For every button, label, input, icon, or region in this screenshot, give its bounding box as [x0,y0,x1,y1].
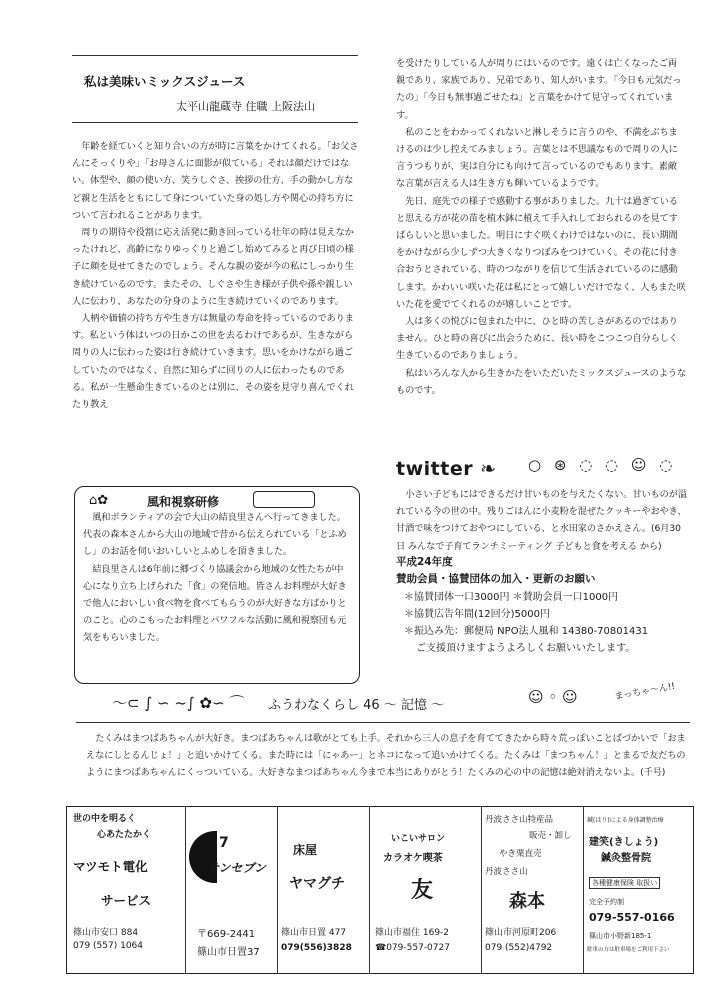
article-title: 私は美味いミックスジュース [84,74,246,89]
ad-matsumoto: 世の中を明るく 心あたたかく マツモト電化 サービス 篠山市安口 884 079 (557) 1064 [67,807,186,973]
article-left-column [72,138,359,413]
membership-line: ご支援頂けますようよろしくお願いいたします。 [416,643,636,654]
article-paragraph: 人は多くの悦びに包まれた中に、ひと時の苦しさがあるのではありません。ひと時の喜びに出会うために、長い時をこつこつ自分らしく生きているのでありましょう。 [396,316,678,362]
twitter-logo: twitter ❧ [396,458,497,480]
ad-yamaguchi: 床屋 ヤマグチ 篠山市日置 477 079(556)3828 [277,807,370,973]
article-paragraph: 先日、庭先での様子で感動する事がありました。九十は過ぎていると思える方が花の苗を植木鉢に植えて手入れしておられるのを見てすばらしいと思いました。明日にすぐ咲くわけではないのに、長い期間をかけながら少しずつ大きくなりつぼみをつけていく。その花に付き合おうとされている、時のつながりを信じて生活されているのに感動します。かわいい咲いた花は私にとって嬉しいだけでなく、人もまた咲いた花を愛でてくれるのが嬉しいことです。 [396,195,686,310]
ad-tomo: いこいサロン カラオケ喫茶 友 篠山市福住 169-2 ☎079-557-0727 [369,807,482,973]
study-paragraph: 風和ボランティアの会で大山の結良里さんへ行ってきました。代表の森本さんから大山の地域で昔から伝えられている「とふめし」のお話を伺いおいしいとふめしを頂きました。 [83,512,347,558]
bird-icon: ❧ [473,458,497,480]
membership-line: ＊振込み先：郵便局 NPO法人風和 14380-70801431 [404,626,649,637]
ads-strip [66,806,694,974]
membership-line: ＊協賛広告年間(12回分)5000円 [404,609,550,620]
membership-subheading: 賛助会員・協賛団体の加入・更新のお願い [396,573,596,585]
vine-doodle-icon: 〜⊂ ∫ ∽ ~∫ ✿∽ ⌒ [112,694,245,712]
study-paragraph: 結良里さんは6年前に郷づくり協議会から地域の女性たちが中心になり立ち上げられた「食」の発信地。皆さんお料理が大好きで他人においしい食べ物を食べてもらうのが大好きな方ばかりとのこと。心のこもったお料理とパワフルな活動に風和視察団も元気をもらいました。 [83,563,347,644]
article-author: 太平山龍蔵寺 住職 上阪法山 [176,100,315,113]
article-right-column [396,55,686,399]
membership-heading: 平成24年度 [396,556,453,568]
study-tour-box [74,486,360,684]
bubble-doodles-icon: ○ ⊛ ◌ ◌ ☺ ◌ [528,456,677,474]
face-doodle-icon: ☺ ◦ ☺ [528,688,578,706]
article-paragraph: 周りの期待や役割に応え活発に動き回っている壮年の時は見えなかったけれど、高齢になりゆっくりと過ごし始めてみると再び日頃の様子に顔を見せてきたのでしょう。そんな親の姿が今の私にしっかり生き続けているのです。またその、しぐさや生き様が子供や孫や親しい人に伝わり、あなたの分身のように生き続けていくのであります。 [72,227,354,307]
article-paragraph: 私のことをわかってくれないと淋しそうに言うのや、不満をぶちまけるのは少し控えてみましょう。言葉とは不思議なもので周りの人に言うつもりが、実は自分にも向けて言っているのでもあります。素敵な言葉が言える人は生き方も輝いているようです。 [396,126,678,190]
house-icon: ⌂✿ [89,493,109,508]
ad-morimoto: 丹波ささ山特産品 販売・卸し やき栗直売 丹波ささ山 森本 篠山市河原町206 079 (552)4792 [481,807,584,973]
column-header: ふうわなくらし 46 〜 記憶 〜 [268,698,445,713]
article-paragraph: 私はいろんな人から生きかたをいただいたミックスジュースのようなものです。 [396,367,686,396]
article-paragraph: 人柄や価値の持ち方や生き方は無量の寿命を持っているのであります。私という体はいつの日かこの世を去るわけであるが、生きながら周りの人に伝わった姿は行き続けていきます。思いをかけながら過ごしていたのではなく、自然に知らずに回りの人に伝わったものである。私が一生懸命生きているのとは別に、その姿を見守り喜んでくれたり教え [72,313,354,411]
membership-line: ＊協賛団体一口3000円 ＊賛助会員一口1000円 [404,592,619,603]
column-signature: まっちゃ〜ん!! [613,681,676,703]
membership-lines [404,589,648,657]
column-body: たくみはまつばあちゃんが大好き。まつばあちゃんは歌がとても上手。それから三人の息子を育ててきたから時々荒っぽいことばづかいで「おまえなにしとるんじょ！」と追いかけてくる。また時には「にゃあー」とネコになって追いかけてくる。たくみは「まつちゃん！」とまるで友だちのようにまつばあちゃんにくっついている。大好きなまつばあちゃん今まで本当にありがとう！たくみの心の中の記憶は絶対消えないよ。(千号) [86,733,686,779]
study-title: 風和視察研修 [147,495,220,509]
ad-sanseven: 7 サンセブン 〒669-2441 篠山市日置37 [185,807,278,973]
article-paragraph-cont: を受けたりしている人が周りにはいるのです。遠くは亡くなったご両親であり、家族であり、兄弟であり、知人がいます。「今日も元気だったの」「今日も無事過ごせたね」と言葉をかけて見守ってくれています。 [396,58,682,121]
article-paragraph: 年齢を経ていくと知り合いの方が時に言葉をかけてくれる。「お父さんにそっくりや」「お母さんに面影が似ている」それは顔だけではない。体型や、顔の使い方、笑うしぐさ、挨拶の仕方、手の動かし方など親と生活をともにして身についていた身の処し方や関心の持ち方について言われることがあります。 [72,141,359,221]
ad-kishou: 鍼(はり)による身体調整治療 建笑(きしょう) 鍼灸整骨院 各種健康保険 取扱い 完全予約制 079-557-0166 篠山市小野新185-1 駐車の方は駐車場をご利用下さい [587,817,675,953]
scribble-icon [253,491,315,508]
twitter-body: 小さい子どもにはできるだけ甘いものを与えたくない。甘いものが溢れている今の世の中。残りごはんに小麦粉を混ぜたクッキーやおやき、甘酒で味をつけておやつにしている、と水田家のさかえさん。(6月30日 みんなで子育てランチミーティング 子どもと食を考える から) [396,489,687,552]
